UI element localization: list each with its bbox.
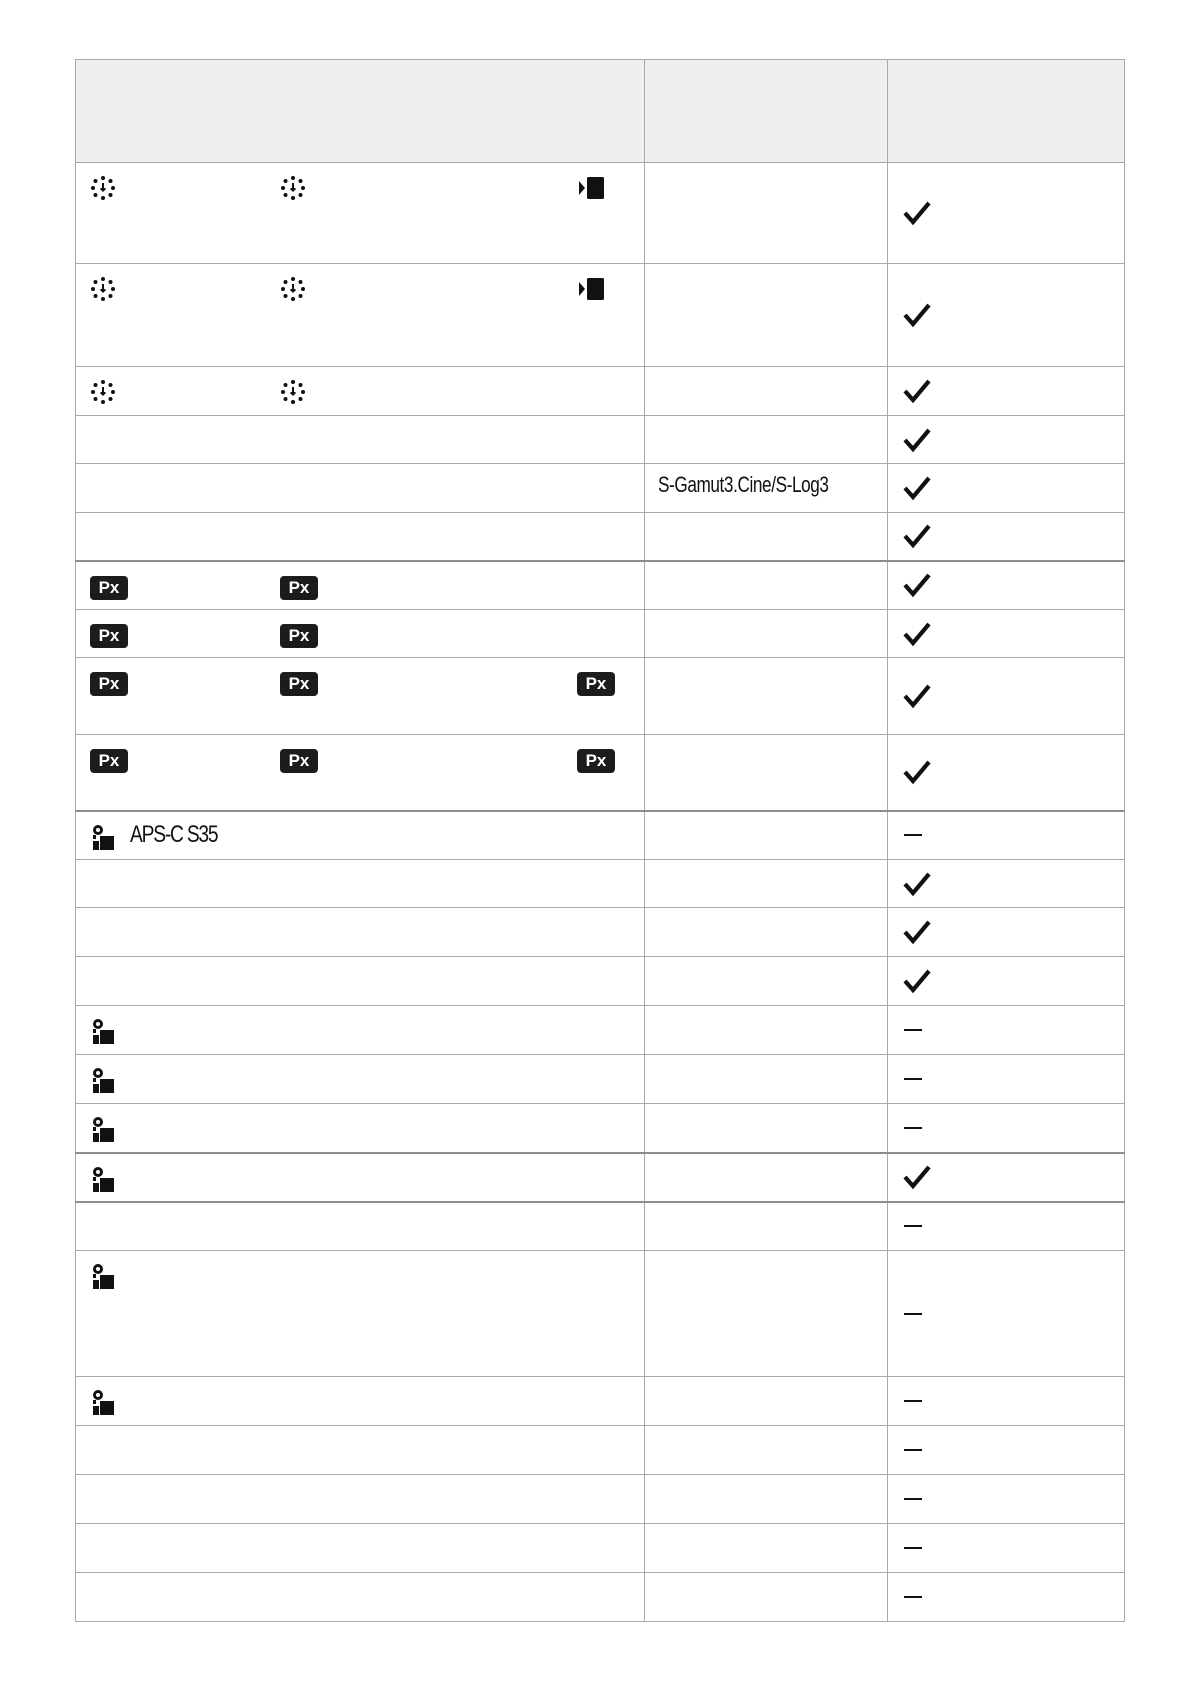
table-row [76,1055,1125,1104]
camera-mode-icon [90,1263,116,1296]
timer-dial-icon [90,276,116,307]
header-cell-mark [888,60,1125,163]
value-cell [645,1104,888,1153]
setting-icons [76,574,644,604]
value-cell [645,561,888,610]
px-badge-icon: Px [577,672,615,696]
table-row [76,264,1125,367]
mark-cell [888,367,1125,416]
setting-cell [76,163,645,264]
setting-cell [76,561,645,610]
value-cell [645,957,888,1006]
table-row [76,1006,1125,1055]
setting-cell [76,811,645,860]
value-cell [645,464,888,513]
setting-label: APS-C S35 [130,820,218,848]
value-cell [645,860,888,908]
table-row [76,1377,1125,1426]
table-row [76,1426,1125,1475]
setting-icons [76,1487,644,1517]
setting-icons [76,1166,644,1196]
dash-icon [888,1006,1124,1054]
setting-cell [76,1104,645,1153]
setting-icons [76,670,644,700]
setting-icons [76,276,644,306]
setting-icons [76,1018,644,1048]
table-row [76,908,1125,957]
check-icon [888,908,1124,956]
play-bracket-icon [577,175,607,206]
table-row [76,1202,1125,1251]
mark-cell [888,908,1125,957]
setting-icons [76,476,644,506]
setting-icons [76,525,644,555]
check-icon [888,610,1124,657]
mark-cell [888,1475,1125,1524]
setting-cell [76,1573,645,1622]
dash-icon [888,1055,1124,1103]
setting-cell [76,1426,645,1475]
timer-dial-icon [280,175,306,206]
camera-mode-icon [90,1389,116,1422]
mark-cell [888,1006,1125,1055]
setting-cell [76,860,645,908]
setting-icons [76,1116,644,1146]
check-icon [888,367,1124,415]
table-row [76,163,1125,264]
px-badge-icon: Px [280,576,318,600]
px-badge-icon: Px [280,749,318,773]
setting-value: S-Gamut3.Cine/S-Log3 [658,472,829,497]
setting-cell [76,1153,645,1202]
check-icon [888,513,1124,560]
table-row [76,658,1125,735]
px-badge-icon: Px [280,672,318,696]
timer-dial-icon [90,379,116,410]
setting-cell [76,735,645,811]
table-row [76,416,1125,464]
mark-cell [888,860,1125,908]
mark-cell [888,735,1125,811]
value-cell [645,416,888,464]
camera-mode-icon [90,1116,116,1149]
table-row [76,464,1125,513]
setting-icons [76,1536,644,1566]
mark-cell [888,811,1125,860]
setting-icons [76,379,644,409]
mark-cell [888,561,1125,610]
px-badge-icon: Px [90,576,128,600]
mark-cell [888,1153,1125,1202]
table-row [76,735,1125,811]
value-cell [645,163,888,264]
check-icon [888,264,1124,366]
value-cell [645,513,888,561]
header-cell-value [645,60,888,163]
px-badge-icon: Px [90,672,128,696]
value-cell [645,367,888,416]
table-row [76,610,1125,658]
setting-cell [76,264,645,367]
dash-icon [888,812,1124,860]
setting-cell [76,1377,645,1426]
value-cell [645,1055,888,1104]
value-cell [645,1202,888,1251]
timer-dial-icon [280,276,306,307]
mark-cell [888,513,1125,561]
mark-cell [888,416,1125,464]
check-icon [888,464,1124,512]
timer-dial-icon [280,379,306,410]
mark-cell [888,1377,1125,1426]
table-row [76,561,1125,610]
check-icon [888,163,1124,263]
camera-mode-icon [90,1067,116,1100]
value-cell [645,811,888,860]
setting-cell [76,1251,645,1377]
setting-cell [76,1006,645,1055]
dash-icon [888,1251,1124,1376]
setting-cell [76,1055,645,1104]
mark-cell [888,1426,1125,1475]
setting-cell [76,416,645,464]
setting-cell [76,1524,645,1573]
table-body [76,163,1125,1622]
play-bracket-icon [577,276,607,307]
mark-cell [888,264,1125,367]
px-badge-icon: Px [280,624,318,648]
setting-icons [76,1215,644,1245]
setting-cell [76,658,645,735]
mark-cell [888,163,1125,264]
mark-cell [888,1251,1125,1377]
px-badge-icon: Px [90,749,128,773]
setting-cell [76,957,645,1006]
mark-cell [888,1104,1125,1153]
value-cell [645,908,888,957]
setting-cell [76,464,645,513]
table-header-row [76,60,1125,163]
mark-cell [888,1055,1125,1104]
check-icon [888,735,1124,810]
check-icon [888,658,1124,734]
table-row [76,1475,1125,1524]
setting-cell [76,1202,645,1251]
table-row [76,860,1125,908]
camera-mode-icon [90,1166,116,1199]
value-cell [645,1006,888,1055]
camera-mode-icon [90,824,116,857]
dash-icon [888,1475,1124,1523]
setting-icons [76,747,644,777]
px-badge-icon: Px [90,624,128,648]
table-row [76,367,1125,416]
setting-icons [76,1263,644,1293]
settings-table [75,59,1125,1622]
dash-icon [888,1573,1124,1621]
mark-cell [888,658,1125,735]
setting-cell [76,513,645,561]
table-row [76,1573,1125,1622]
dash-icon [888,1203,1124,1251]
mark-cell [888,1573,1125,1622]
setting-icons [76,1067,644,1097]
setting-icons [76,920,644,950]
table-row [76,1251,1125,1377]
table-row [76,1524,1125,1573]
px-badge-icon: Px [577,749,615,773]
header-cell-setting [76,60,645,163]
value-cell [645,1251,888,1377]
setting-icons [76,175,644,205]
mark-cell [888,464,1125,513]
setting-icons [76,1585,644,1615]
value-cell [645,1153,888,1202]
setting-cell [76,1475,645,1524]
dash-icon [888,1377,1124,1425]
value-cell [645,1573,888,1622]
table-row [76,513,1125,561]
setting-icons [76,820,644,854]
camera-mode-icon [90,1018,116,1051]
setting-icons [76,872,644,902]
table-row [76,1153,1125,1202]
mark-cell [888,957,1125,1006]
check-icon [888,957,1124,1005]
setting-cell [76,610,645,658]
setting-icons [76,428,644,458]
value-cell [645,1426,888,1475]
mark-cell [888,610,1125,658]
dash-icon [888,1104,1124,1152]
table-row [76,811,1125,860]
value-cell [645,264,888,367]
value-cell [645,735,888,811]
setting-cell [76,908,645,957]
setting-cell [76,367,645,416]
check-icon [888,562,1124,610]
value-cell [645,610,888,658]
mark-cell [888,1524,1125,1573]
setting-icons [76,622,644,652]
table-row [76,957,1125,1006]
value-cell [645,1377,888,1426]
setting-icons [76,969,644,999]
dash-icon [888,1524,1124,1572]
check-icon [888,1154,1124,1201]
check-icon [888,860,1124,907]
value-cell [645,658,888,735]
check-icon [888,416,1124,463]
dash-icon [888,1426,1124,1474]
setting-icons [76,1438,644,1468]
mark-cell [888,1202,1125,1251]
value-cell [645,1475,888,1524]
timer-dial-icon [90,175,116,206]
setting-icons [76,1389,644,1419]
value-cell [645,1524,888,1573]
table-row [76,1104,1125,1153]
